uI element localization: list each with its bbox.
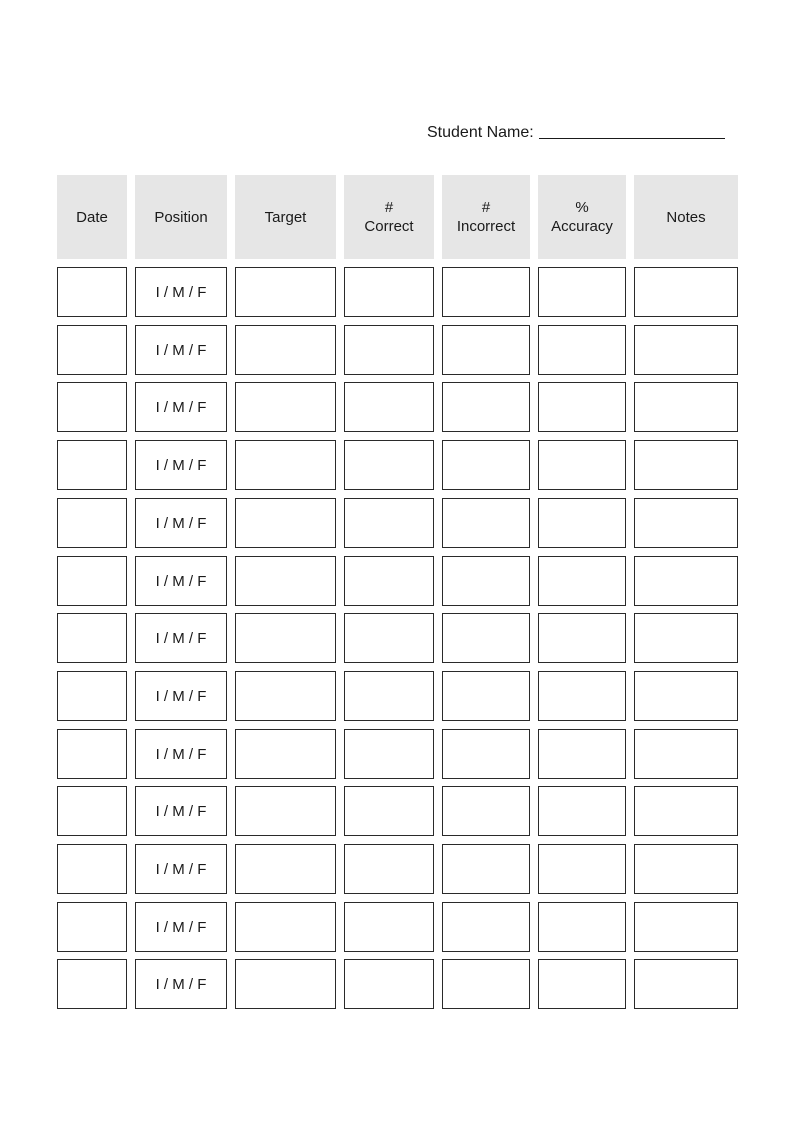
- header-accuracy-label: % Accuracy: [551, 199, 613, 235]
- cell-incorrect[interactable]: [442, 325, 530, 375]
- cell-date[interactable]: [57, 902, 127, 952]
- cell-target[interactable]: [235, 325, 336, 375]
- cell-accuracy[interactable]: [538, 267, 626, 317]
- cell-correct[interactable]: [344, 844, 434, 894]
- header-notes: [634, 175, 738, 259]
- cell-incorrect[interactable]: [442, 613, 530, 663]
- header-target-label: Target: [264, 208, 307, 226]
- cell-correct[interactable]: [344, 959, 434, 1009]
- cell-accuracy[interactable]: [538, 382, 626, 432]
- header-target: [235, 175, 336, 259]
- cell-correct[interactable]: [344, 440, 434, 490]
- cell-notes[interactable]: [634, 325, 738, 375]
- cell-notes[interactable]: [634, 786, 738, 836]
- cell-target[interactable]: [235, 729, 336, 779]
- cell-date[interactable]: [57, 959, 127, 1009]
- cell-target[interactable]: [235, 786, 336, 836]
- cell-date[interactable]: [57, 671, 127, 721]
- header-notes-label: Notes: [666, 208, 706, 226]
- cell-target[interactable]: [235, 613, 336, 663]
- position-options-text: I / M / F: [155, 975, 207, 993]
- cell-correct[interactable]: [344, 671, 434, 721]
- cell-target[interactable]: [235, 902, 336, 952]
- cell-date[interactable]: [57, 498, 127, 548]
- cell-notes[interactable]: [634, 382, 738, 432]
- cell-correct[interactable]: [344, 498, 434, 548]
- cell-target[interactable]: [235, 440, 336, 490]
- cell-position[interactable]: [135, 844, 227, 894]
- cell-incorrect[interactable]: [442, 556, 530, 606]
- header-date-label: Date: [76, 208, 108, 226]
- cell-target[interactable]: [235, 671, 336, 721]
- header-accuracy: [538, 175, 626, 259]
- header-position: [135, 175, 227, 259]
- cell-accuracy[interactable]: [538, 729, 626, 779]
- cell-date[interactable]: [57, 613, 127, 663]
- cell-notes[interactable]: [634, 844, 738, 894]
- cell-incorrect[interactable]: [442, 959, 530, 1009]
- cell-date[interactable]: [57, 325, 127, 375]
- cell-position[interactable]: [135, 729, 227, 779]
- cell-incorrect[interactable]: [442, 671, 530, 721]
- cell-target[interactable]: [235, 382, 336, 432]
- header-correct-label: # Correct: [364, 199, 414, 235]
- header-incorrect-label: # Incorrect: [456, 199, 516, 235]
- cell-date[interactable]: [57, 786, 127, 836]
- cell-position[interactable]: [135, 902, 227, 952]
- cell-incorrect[interactable]: [442, 902, 530, 952]
- position-options-text: I / M / F: [155, 514, 207, 532]
- cell-accuracy[interactable]: [538, 498, 626, 548]
- position-options-text: I / M / F: [155, 860, 207, 878]
- header-date: [57, 175, 127, 259]
- position-options-text: I / M / F: [155, 283, 207, 301]
- cell-position[interactable]: [135, 382, 227, 432]
- cell-accuracy[interactable]: [538, 440, 626, 490]
- cell-position[interactable]: [135, 959, 227, 1009]
- cell-correct[interactable]: [344, 556, 434, 606]
- position-options-text: I / M / F: [155, 398, 207, 416]
- cell-date[interactable]: [57, 729, 127, 779]
- position-options-text: I / M / F: [155, 456, 207, 474]
- cell-position[interactable]: [135, 671, 227, 721]
- cell-position[interactable]: [135, 267, 227, 317]
- cell-incorrect[interactable]: [442, 786, 530, 836]
- position-options-text: I / M / F: [155, 629, 207, 647]
- cell-accuracy[interactable]: [538, 325, 626, 375]
- cell-notes[interactable]: [634, 902, 738, 952]
- cell-accuracy[interactable]: [538, 671, 626, 721]
- cell-notes[interactable]: [634, 671, 738, 721]
- position-options-text: I / M / F: [155, 745, 207, 763]
- cell-correct[interactable]: [344, 902, 434, 952]
- cell-notes[interactable]: [634, 267, 738, 317]
- cell-target[interactable]: [235, 844, 336, 894]
- cell-date[interactable]: [57, 382, 127, 432]
- cell-position[interactable]: [135, 556, 227, 606]
- cell-position[interactable]: [135, 325, 227, 375]
- cell-notes[interactable]: [634, 498, 738, 548]
- cell-position[interactable]: [135, 440, 227, 490]
- cell-correct[interactable]: [344, 325, 434, 375]
- position-options-text: I / M / F: [155, 572, 207, 590]
- cell-date[interactable]: [57, 267, 127, 317]
- cell-accuracy[interactable]: [538, 613, 626, 663]
- cell-incorrect[interactable]: [442, 440, 530, 490]
- cell-target[interactable]: [235, 498, 336, 548]
- cell-target[interactable]: [235, 267, 336, 317]
- cell-position[interactable]: [135, 498, 227, 548]
- position-options-text: I / M / F: [155, 341, 207, 359]
- header-correct: [344, 175, 434, 259]
- cell-accuracy[interactable]: [538, 844, 626, 894]
- cell-notes[interactable]: [634, 729, 738, 779]
- position-options-text: I / M / F: [155, 802, 207, 820]
- cell-date[interactable]: [57, 556, 127, 606]
- cell-position[interactable]: [135, 786, 227, 836]
- cell-accuracy[interactable]: [538, 786, 626, 836]
- header-position-label: Position: [154, 208, 208, 226]
- cell-incorrect[interactable]: [442, 267, 530, 317]
- cell-incorrect[interactable]: [442, 498, 530, 548]
- cell-incorrect[interactable]: [442, 844, 530, 894]
- position-options-text: I / M / F: [155, 918, 207, 936]
- cell-target[interactable]: [235, 959, 336, 1009]
- cell-notes[interactable]: [634, 959, 738, 1009]
- header-incorrect: [442, 175, 530, 259]
- cell-notes[interactable]: [634, 556, 738, 606]
- cell-incorrect[interactable]: [442, 729, 530, 779]
- cell-date[interactable]: [57, 844, 127, 894]
- cell-target[interactable]: [235, 556, 336, 606]
- cell-correct[interactable]: [344, 382, 434, 432]
- cell-correct[interactable]: [344, 267, 434, 317]
- cell-position[interactable]: [135, 613, 227, 663]
- cell-accuracy[interactable]: [538, 902, 626, 952]
- cell-correct[interactable]: [344, 729, 434, 779]
- cell-accuracy[interactable]: [538, 959, 626, 1009]
- student-name-label: Student Name:: [427, 124, 534, 141]
- cell-correct[interactable]: [344, 613, 434, 663]
- cell-correct[interactable]: [344, 786, 434, 836]
- cell-notes[interactable]: [634, 440, 738, 490]
- cell-accuracy[interactable]: [538, 556, 626, 606]
- cell-date[interactable]: [57, 440, 127, 490]
- position-options-text: I / M / F: [155, 687, 207, 705]
- cell-incorrect[interactable]: [442, 382, 530, 432]
- cell-notes[interactable]: [634, 613, 738, 663]
